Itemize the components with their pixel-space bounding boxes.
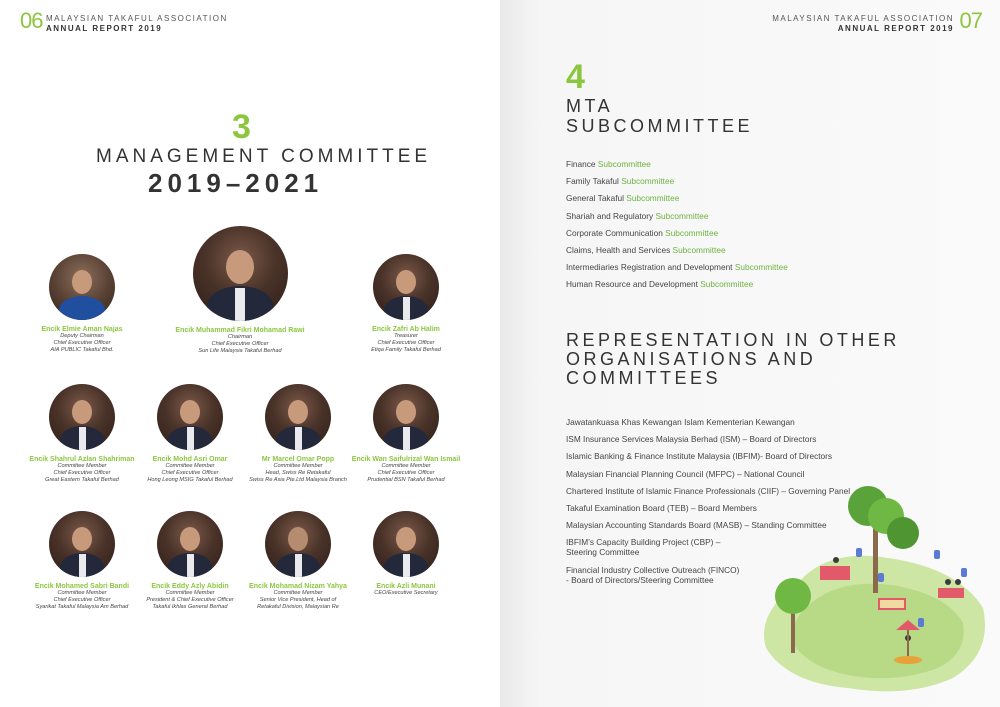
member-title: Chief Executive Officer xyxy=(53,597,111,603)
member-photo xyxy=(157,511,223,577)
member-role: Chairman xyxy=(227,334,253,340)
member-role: Committee Member xyxy=(273,590,323,596)
subcommittee-list xyxy=(566,158,788,296)
marker-icon xyxy=(856,548,862,557)
management-committee-years: 2019–2021 xyxy=(148,168,324,198)
member-photo xyxy=(373,384,439,450)
member-company: Retakaful Division, Malaysian Re xyxy=(257,604,339,610)
member-photo xyxy=(265,511,331,577)
report-name-left: ANNUAL REPORT 2019 xyxy=(46,24,163,33)
org-name-left: MALAYSIAN TAKAFUL ASSOCIATION xyxy=(46,14,228,23)
member-role: Committee Member xyxy=(57,463,107,469)
member-title: Head, Swiss Re Retakaful xyxy=(265,470,331,476)
member-company: Swiss Re Asia Pte.Ltd Malaysia Branch xyxy=(249,477,347,483)
member-photo xyxy=(49,511,115,577)
member-company: Great Eastern Takaful Berhad xyxy=(45,477,119,483)
section-number-3: 3 xyxy=(232,108,251,146)
member-photo xyxy=(193,226,288,321)
list-item: Finance Subcommittee xyxy=(566,159,651,169)
member-company: Sun Life Malaysia Takaful Berhad xyxy=(198,348,282,354)
member-name: Encik Mohamad Nizam Yahya xyxy=(249,583,347,590)
member-card-chairman xyxy=(165,226,315,355)
list-item: Malaysian Financial Planning Council (MFPC) – National Council xyxy=(566,468,805,479)
member-company: Etiqa Family Takaful Berhad xyxy=(371,347,441,353)
member-name: Encik Mohd Asri Omar xyxy=(152,456,228,463)
member-photo xyxy=(49,254,115,320)
subcommittee-title-line2: SUBCOMMITTEE xyxy=(566,116,754,136)
member-company: Takaful Ikhlas General Berhad xyxy=(152,604,228,610)
member-title: Chief Executive Officer xyxy=(53,470,111,476)
member-role: Treasurer xyxy=(394,333,418,339)
list-item: Islamic Banking & Finance Institute Malaysia (IBFIM)- Board of Directors xyxy=(566,451,833,462)
report-name-right: ANNUAL REPORT 2019 xyxy=(837,24,954,33)
member-photo xyxy=(49,384,115,450)
list-item: Shariah and Regulatory Subcommittee xyxy=(566,210,709,221)
member-photo xyxy=(157,384,223,450)
right-page-number: 07 xyxy=(959,8,982,33)
member-name: Encik Muhammad Fikri Mohamad Rawi xyxy=(175,327,305,334)
bench-icon xyxy=(820,566,850,580)
member-role: Committee Member xyxy=(57,590,107,596)
marker-icon xyxy=(934,550,940,559)
member-title: Chief Executive Officer xyxy=(377,340,435,346)
list-item: Intermediaries Registration and Development Subcommittee xyxy=(566,262,788,273)
list-item: General Takaful Subcommittee xyxy=(566,193,680,204)
marker-icon xyxy=(918,618,924,627)
member-company: Syarikat Takaful Malaysia Am Berhad xyxy=(35,604,129,610)
marker-icon xyxy=(878,573,884,582)
subcommittee-title-line1: MTA xyxy=(566,96,614,116)
member-name: Encik Shahrul Azlan Shahriman xyxy=(29,456,135,463)
list-item: Chartered Institute of Islamic Finance Professionals (CIIF) – Governing Panel xyxy=(566,485,851,496)
member-role: Committee Member xyxy=(273,463,323,469)
member-name: Encik Mohamed Sabri Bandi xyxy=(34,583,130,590)
list-item: Corporate Communication Subcommittee xyxy=(566,227,719,238)
member-role: Committee Member xyxy=(381,463,431,469)
person-icon xyxy=(955,579,961,585)
list-item: Malaysian Accounting Standards Board (MASB) – Standing Committee xyxy=(566,520,827,531)
member-name: Encik Eddy Azly Abidin xyxy=(151,583,229,590)
marker-icon xyxy=(961,568,967,577)
list-item: Claims, Health and Services Subcommittee xyxy=(566,244,726,255)
list-item: ISM Insurance Services Malaysia Berhad (ISM) – Board of Directors xyxy=(566,434,817,445)
member-company: AIA PUBLIC Takaful Bhd. xyxy=(50,347,114,353)
member-name: Encik Azli Munani xyxy=(376,583,436,590)
member-name: Encik Wan Saifulrizal Wan Ismail xyxy=(351,456,461,463)
list-item: Takaful Examination Board (TEB) – Board Members xyxy=(566,502,757,513)
park-illustration xyxy=(758,478,990,693)
representation-title-line1: REPRESENTATION IN OTHER xyxy=(566,330,900,350)
org-name-right: MALAYSIAN TAKAFUL ASSOCIATION xyxy=(772,14,954,23)
member-photo xyxy=(265,384,331,450)
member-role: CEO/Executive Secretary xyxy=(374,590,438,596)
section-number-4: 4 xyxy=(566,58,585,96)
member-role: Committee Member xyxy=(165,590,215,596)
member-card-committee xyxy=(331,384,481,484)
member-card-secretary xyxy=(331,511,481,597)
representation-title-line3: COMMITTEES xyxy=(566,368,721,388)
member-role: Deputy Chairman xyxy=(60,333,104,339)
member-title: Chief Executive Officer xyxy=(377,470,435,476)
member-photo xyxy=(373,254,439,320)
member-name: Encik Zafri Ab Halim xyxy=(372,326,440,333)
representation-title xyxy=(566,331,900,388)
subcommittee-title xyxy=(566,96,753,136)
bench-icon xyxy=(938,588,964,598)
member-title: Senior Vice President, Head of xyxy=(259,597,337,603)
person-icon xyxy=(833,557,839,563)
member-card-deputy xyxy=(7,254,157,354)
left-page-number: 06 xyxy=(20,8,43,33)
member-role: Committee Member xyxy=(165,463,215,469)
representation-title-line2: ORGANISATIONS AND xyxy=(566,349,817,369)
member-company: Prudential BSN Takaful Berhad xyxy=(367,477,445,483)
member-name: Encik Elmie Aman Najas xyxy=(41,326,123,333)
list-item: Jawatankuasa Khas Kewangan Islam Kementerian Kewangan xyxy=(566,417,795,427)
member-company: Hong Leong MSIG Takaful Berhad xyxy=(147,477,233,483)
member-photo xyxy=(373,511,439,577)
member-title: Chief Executive Officer xyxy=(53,340,111,346)
person-icon xyxy=(945,579,951,585)
list-item: Family Takaful Subcommittee xyxy=(566,176,675,187)
list-item: IBFIM’s Capacity Building Project (CBP) – Steering Committee xyxy=(566,537,721,558)
list-item: Financial Industry Collective Outreach (FINCO) - Board of Directors/Steering Committee xyxy=(566,564,740,585)
member-title: Chief Executive Officer xyxy=(211,341,269,347)
member-card-treasurer xyxy=(331,254,481,354)
member-title: Chief Executive Officer xyxy=(161,470,219,476)
member-name: Mr Marcel Omar Popp xyxy=(261,456,335,463)
member-title: President & Chief Executive Officer xyxy=(146,597,234,603)
management-committee-title: MANAGEMENT COMMITTEE xyxy=(96,146,432,167)
list-item: Human Resource and Development Subcommittee xyxy=(566,279,754,290)
